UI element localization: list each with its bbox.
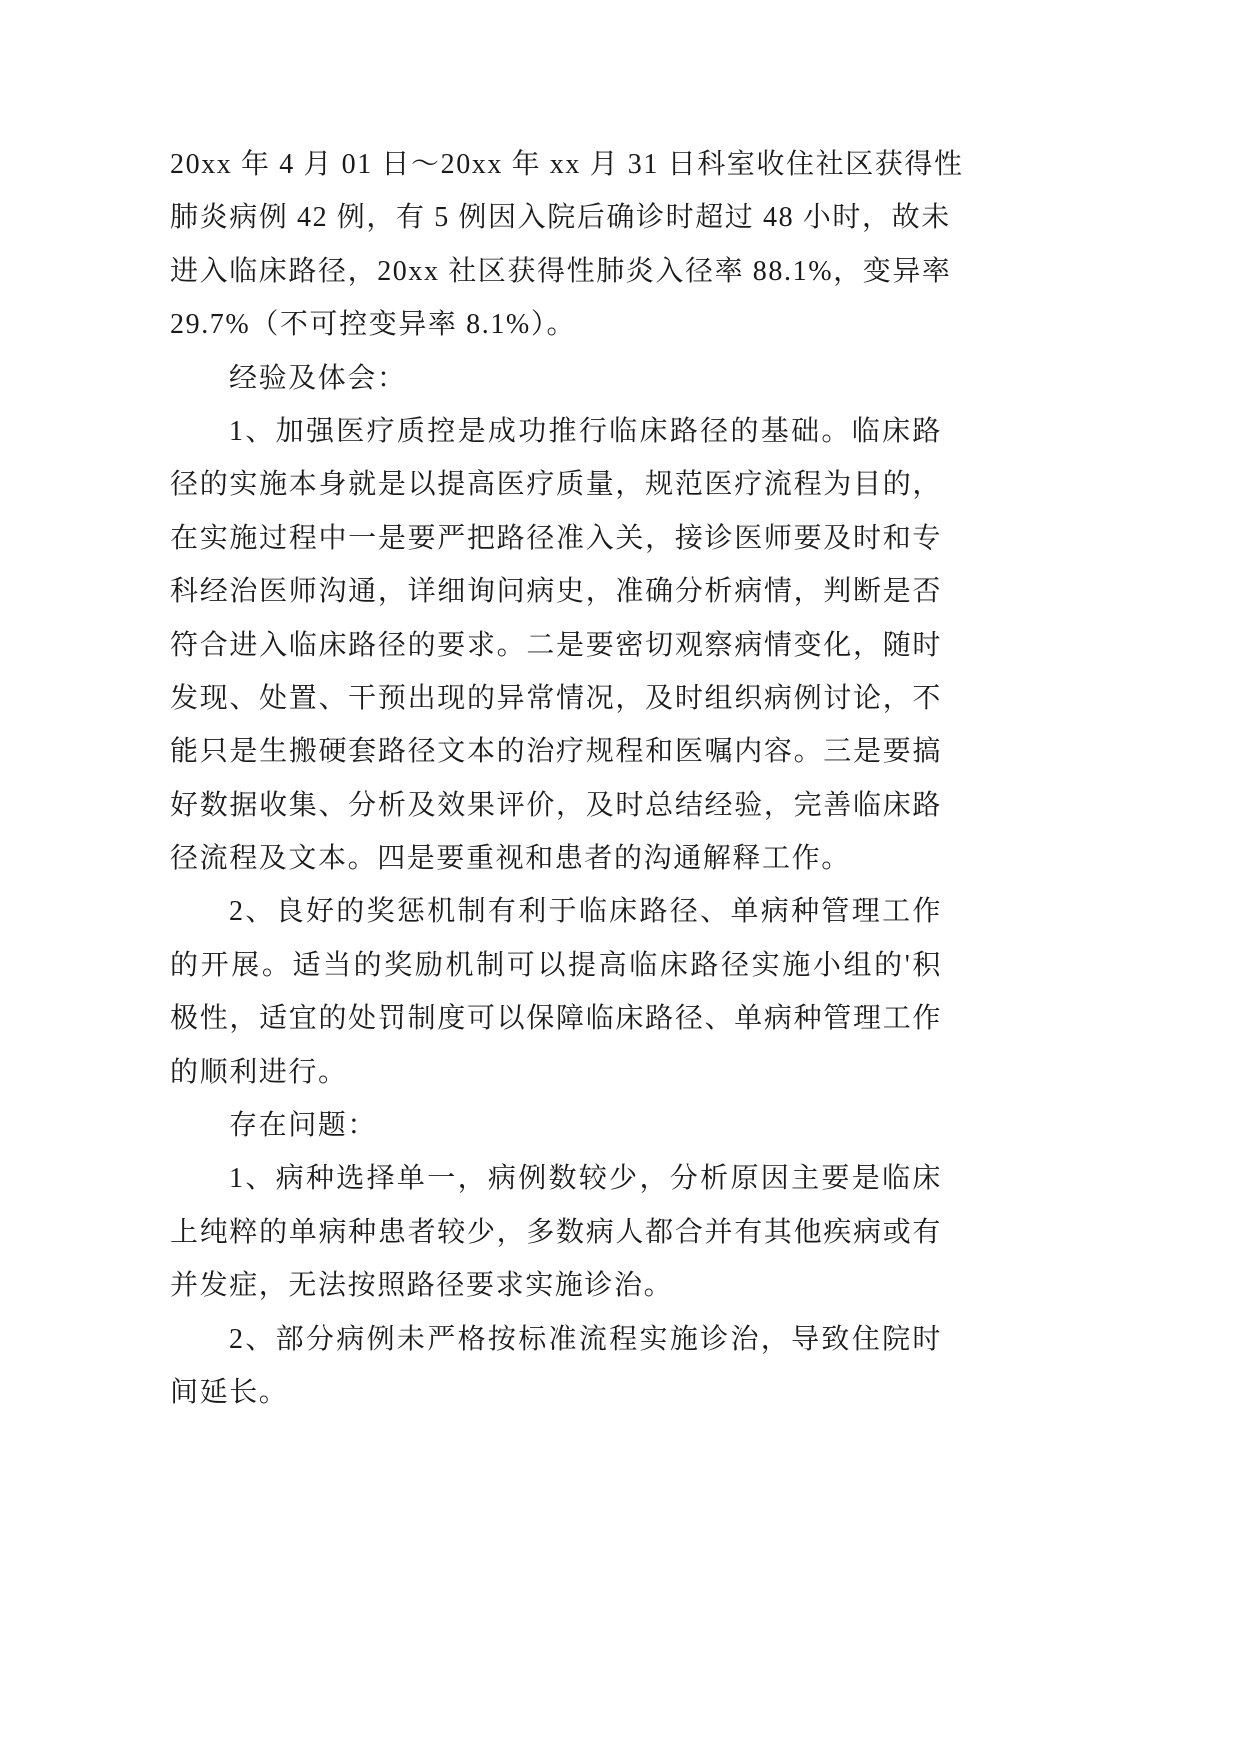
paragraph-experience-2 (170, 885, 945, 1099)
text-line: 的顺利进行。 (170, 1056, 348, 1088)
text-line: 科经治医师沟通，详细询问病史，准确分析病情，判断是否 (170, 576, 942, 608)
section-heading: 存在问题： (229, 1110, 378, 1142)
paragraph-problem-2 (170, 1313, 945, 1420)
text-line: 进入临床路径，20xx 社区获得性肺炎入径率 88.1%，变异率 (170, 255, 952, 287)
section-heading-experience (170, 352, 945, 405)
text-line: 1、病种选择单一，病例数较少，分析原因主要是临床 (229, 1163, 942, 1195)
paragraph-statistics (170, 138, 964, 352)
section-heading: 经验及体会： (229, 362, 407, 394)
text-line: 2、良好的奖惩机制有利于临床路径、单病种管理工作 (229, 896, 942, 928)
text-line: 好数据收集、分析及效果评价，及时总结经验，完善临床路 (170, 789, 942, 821)
text-line: 在实施过程中一是要严把路径准入关，接诊医师要及时和专 (170, 522, 942, 554)
text-line: 径流程及文本。四是要重视和患者的沟通解释工作。 (170, 843, 851, 875)
text-line: 能只是生搬硬套路径文本的治疗规程和医嘱内容。三是要搞 (170, 736, 942, 768)
text-line: 发现、处置、干预出现的异常情况，及时组织病例讨论，不 (170, 682, 942, 714)
paragraph-experience-1 (170, 405, 945, 886)
text-line: 1、加强医疗质控是成功推行临床路径的基础。临床路 (229, 415, 942, 447)
paragraph-problem-1 (170, 1152, 945, 1312)
document-body (170, 138, 964, 1419)
section-heading-problems (170, 1099, 945, 1152)
text-line: 极性，适宜的处罚制度可以保障临床路径、单病种管理工作 (170, 1003, 942, 1035)
text-line: 肺炎病例 42 例，有 5 例因入院后确诊时超过 48 小时，故未 (170, 202, 951, 234)
text-line: 并发症，无法按照路径要求实施诊治。 (170, 1270, 674, 1302)
text-line: 上纯粹的单病种患者较少，多数病人都合并有其他疾病或有 (170, 1216, 942, 1248)
text-line: 2、部分病例未严格按标准流程实施诊治，导致住院时 (229, 1323, 942, 1355)
text-line: 29.7%（不可控变异率 8.1%）。 (170, 309, 577, 341)
text-line: 的开展。适当的奖励机制可以提高临床路径实施小组的'积 (170, 949, 942, 981)
text-line: 符合进入临床路径的要求。二是要密切观察病情变化，随时 (170, 629, 942, 661)
text-line: 径的实施本身就是以提高医疗质量，规范医疗流程为目的， (170, 469, 942, 501)
text-line: 20xx 年 4 月 01 日～20xx 年 xx 月 31 日科室收住社区获得性 (170, 149, 964, 180)
text-line: 间延长。 (170, 1376, 289, 1408)
